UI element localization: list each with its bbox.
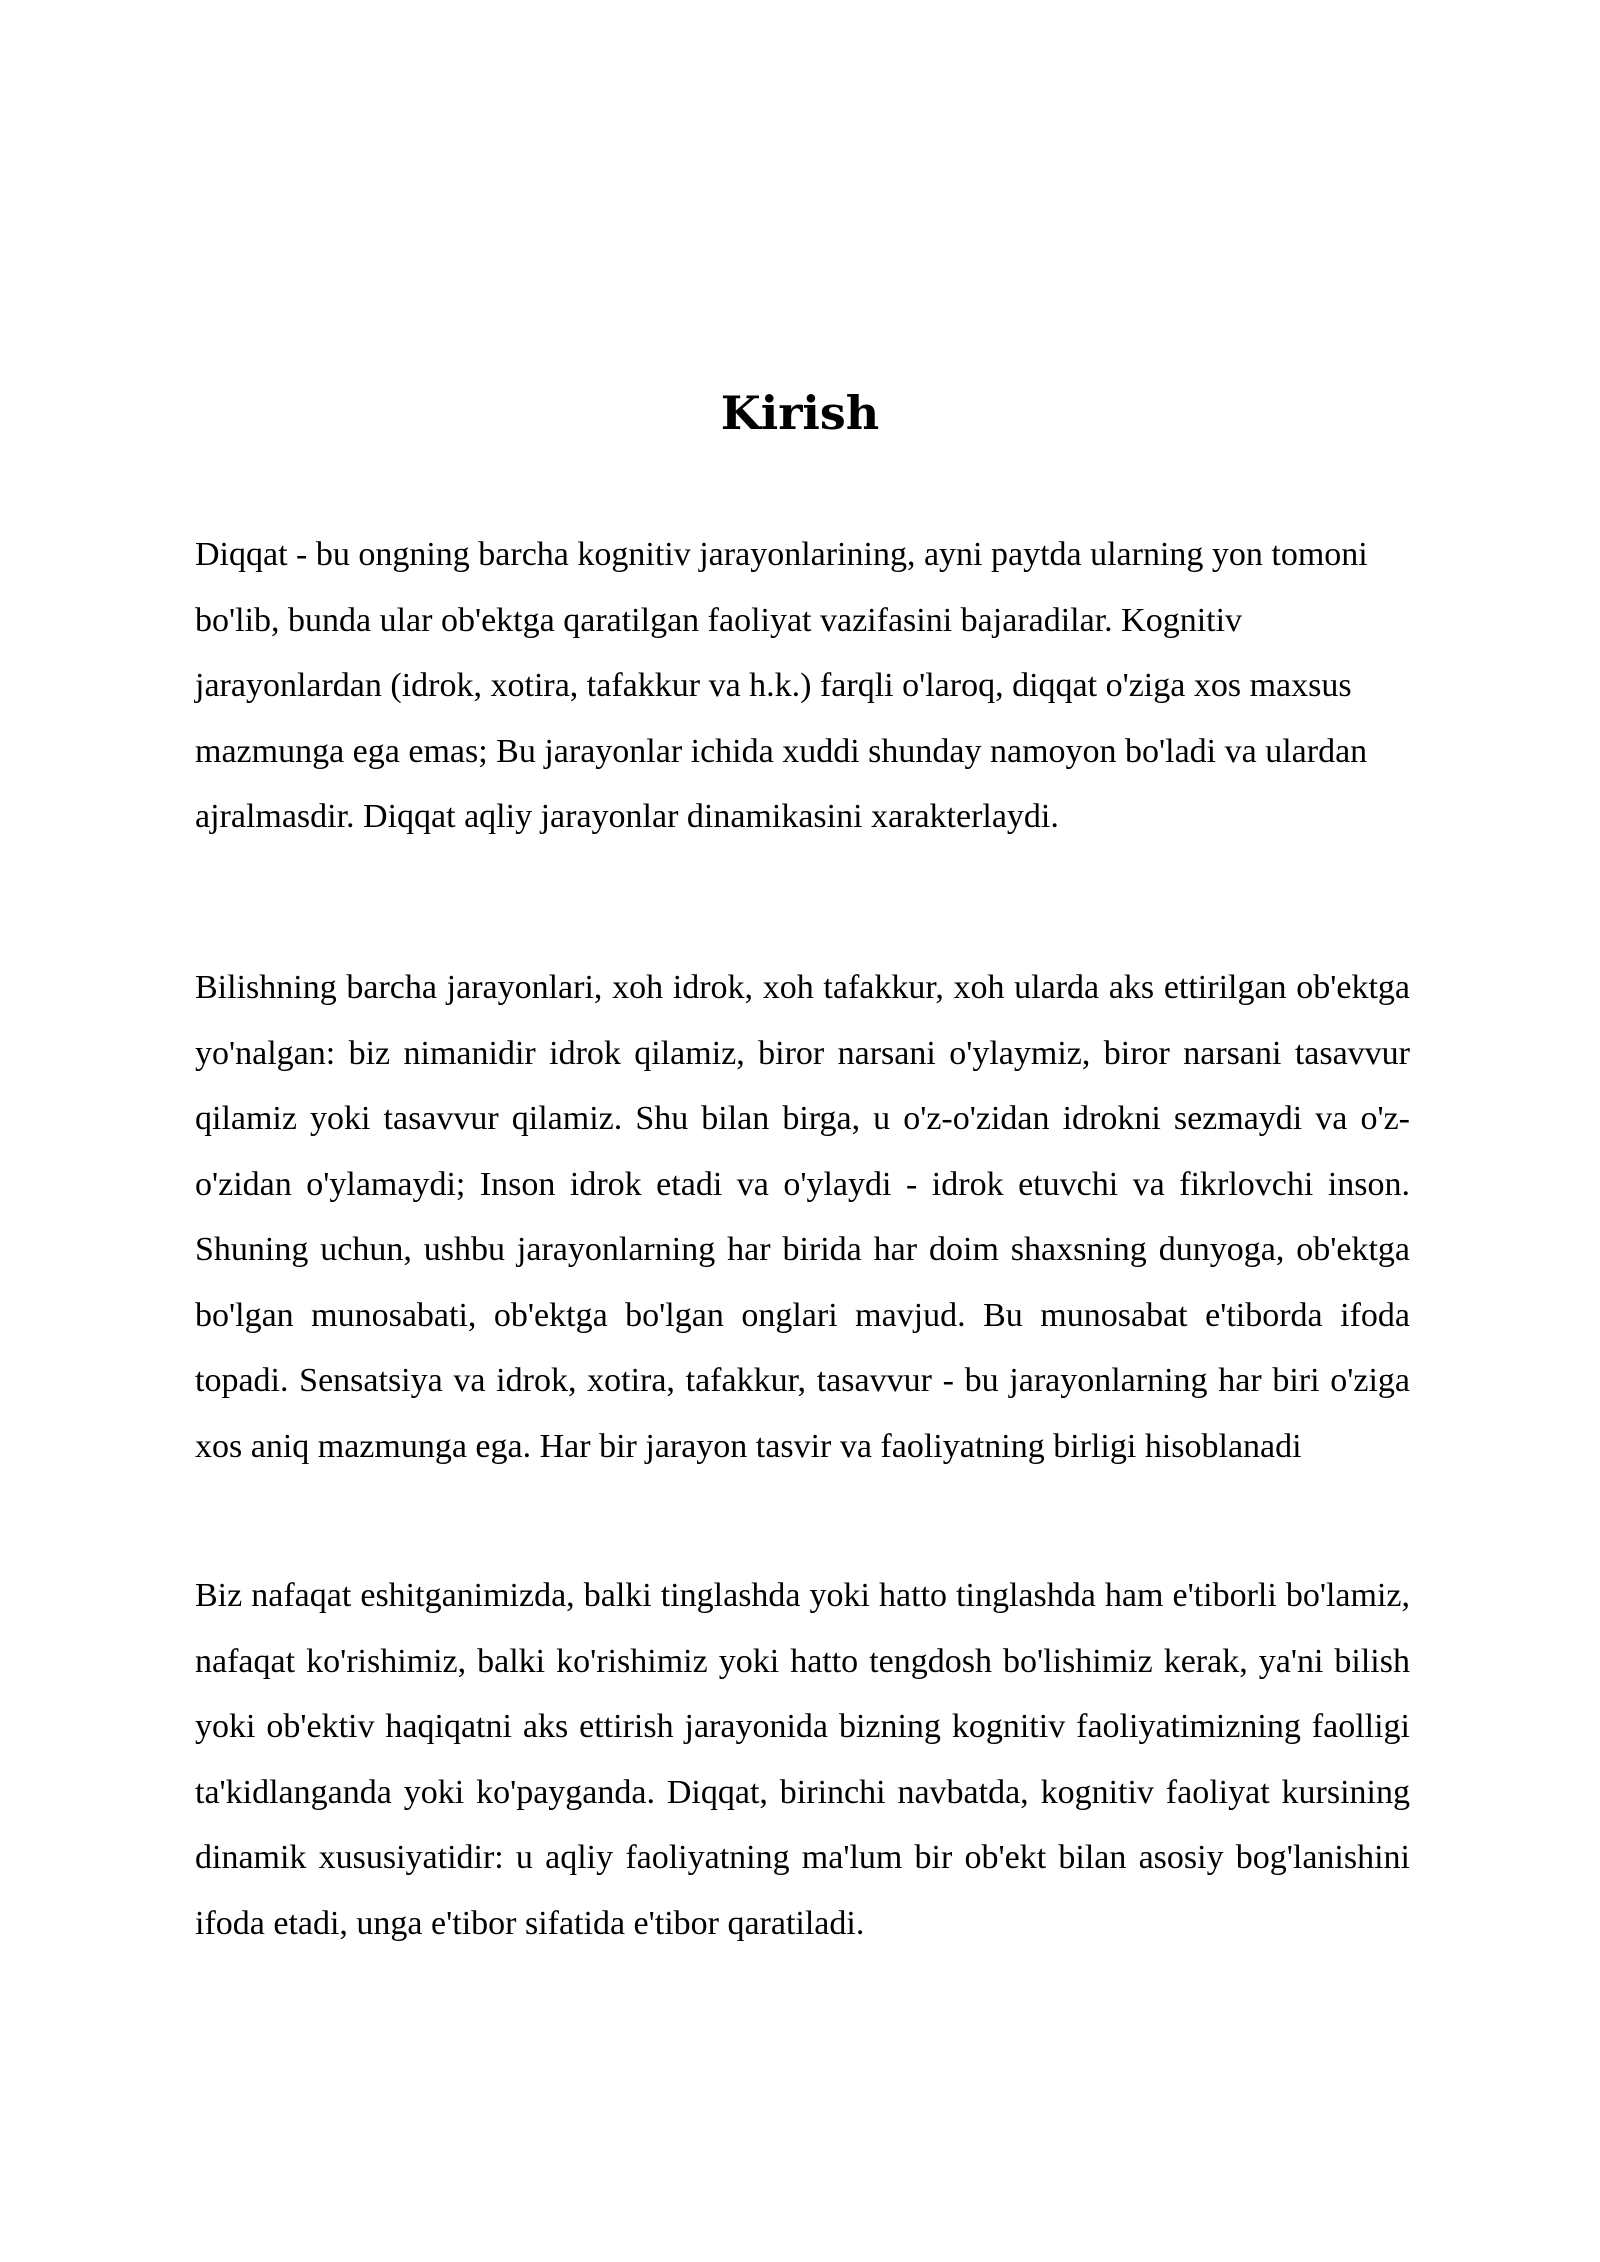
paragraph-2: Bilishning barcha jarayonlari, xoh idrok, xoh tafakkur, xoh ularda aks ettirilgan ob'ektga yo'nalgan: biz nimanidir idrok qilamiz, biror narsani o'ylaymiz, biror narsani tasavvur qilamiz yoki tasavvur qilamiz. Shu bilan birga, u o'z-o'zidan idrokni sezmaydi va o'z-o'zidan o'ylamaydi; Inson idrok etadi va o'ylaydi - idrok etuvchi va fikrlovchi inson. Shuning uchun, ushbu jarayonlarning har birida har doim shaxsning dunyoga, ob'ektga bo'lgan munosabati, ob'ektga bo'lgan onglari mavjud. Bu munosabat e'tiborda ifoda topadi. Sensatsiya va idrok, xotira, tafakkur, tasavvur - bu jarayonlarning har biri o'ziga xos aniq mazmunga ega. Har bir jarayon tasvir va faoliyatning birligi hisoblanadi [195,969,1410,1465]
page-title: Kirish [720,386,880,440]
paragraph-3: Biz nafaqat eshitganimizda, balki tinglashda yoki hatto tinglashda ham e'tiborli bo'lamiz, nafaqat ko'rishimiz, balki ko'rishimiz yoki hatto tengdosh bo'lishimiz kerak, ya'ni bilish yoki ob'ektiv haqiqatni aks ettirish jarayonida bizning kognitiv faoliyatimizning faolligi ta'kidlanganda yoki ko'payganda. Diqqat, birinchi navbatda, kognitiv faoliyat kursining dinamik xususiyatidir: u aqliy faoliyatning ma'lum bir ob'ekt bilan asosiy bog'lanishini ifoda etadi, unga e'tibor sifatida e'tibor qaratiladi. [195,1577,1410,1942]
paragraph-1: Diqqat - bu ongning barcha kognitiv jarayonlarining, ayni paytda ularning yon tomoni bo'lib, bunda ular ob'ektga qaratilgan faoliyat vazifasini bajaradilar. Kognitiv jarayonlardan (idrok, xotira, tafakkur va h.k.) farqli o'laroq, diqqat o'ziga xos maxsus mazmunga ega emas; Bu jarayonlar ichida xuddi shunday namoyon bo'ladi va ulardan ajralmasdir. Diqqat aqliy jarayonlar dinamikasini xarakterlaydi. [195,536,1368,835]
